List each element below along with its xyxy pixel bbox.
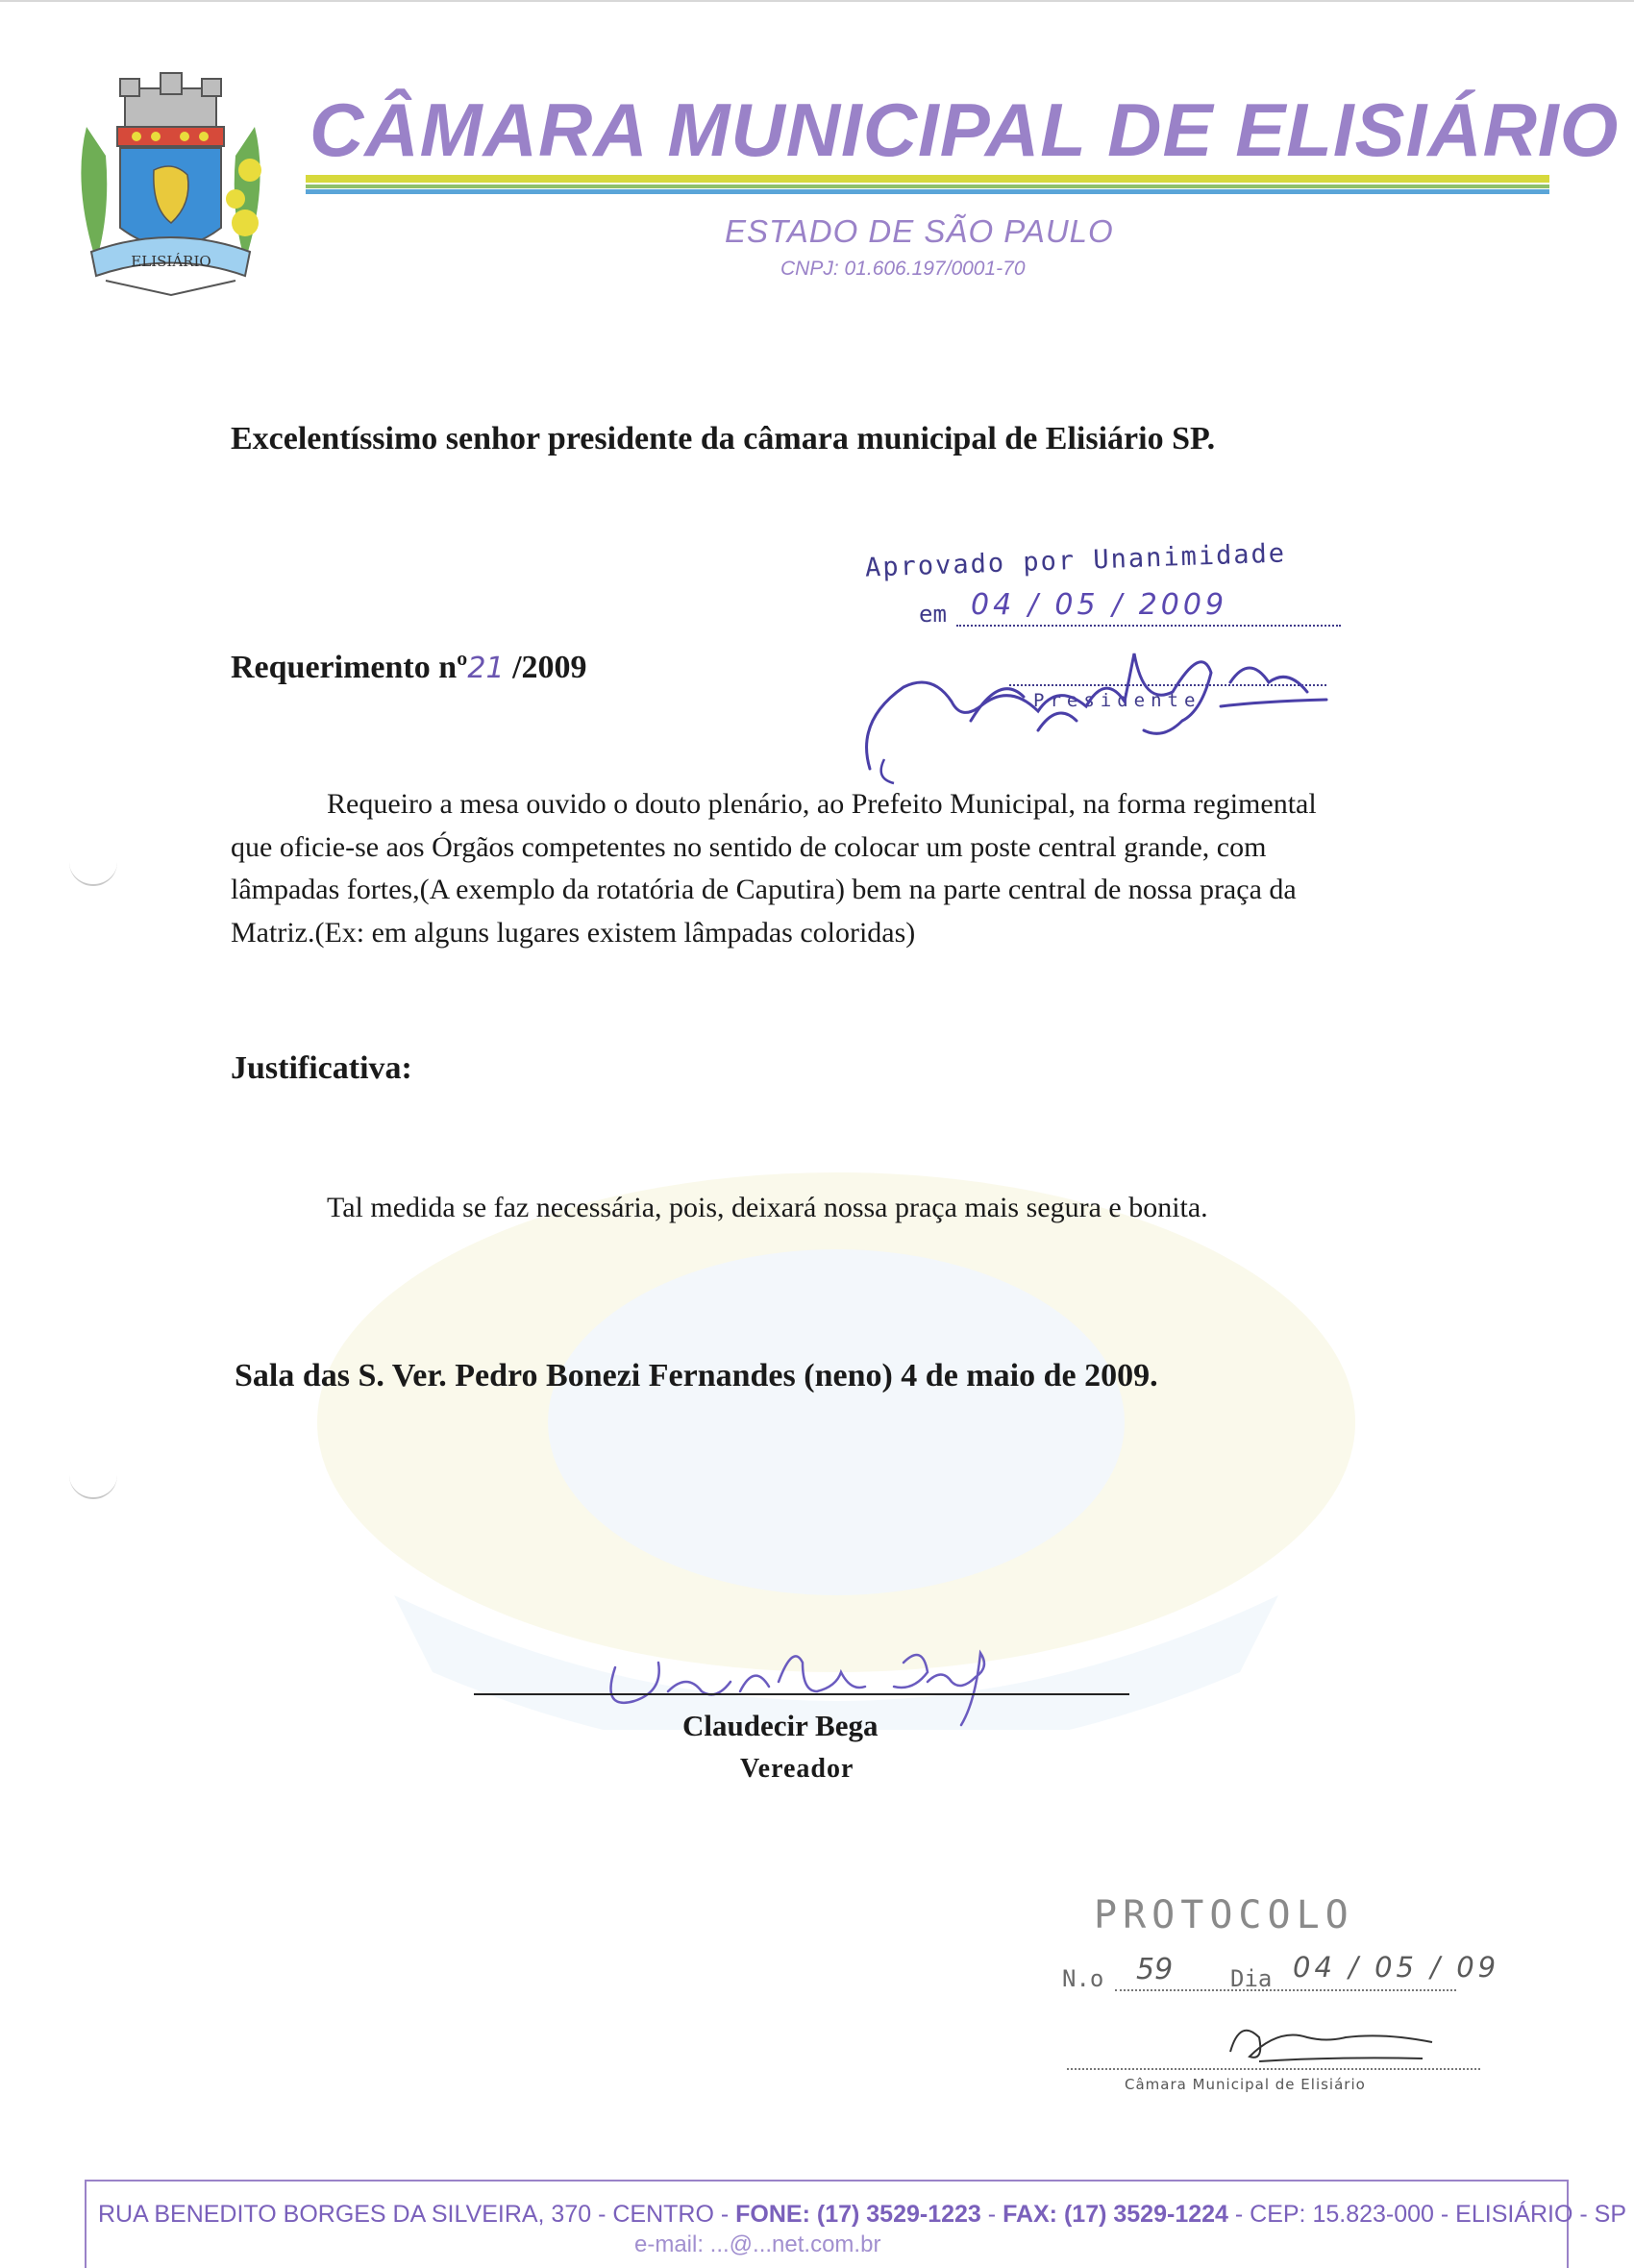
- president-signature: [817, 615, 1336, 788]
- signer-role: Vereador: [740, 1754, 854, 1784]
- protocol-signature-line: [1067, 2068, 1480, 2070]
- salutation: Excelentíssimo senhor presidente da câmara municipal de Elisiário SP.: [231, 421, 1216, 456]
- footer-cep: CEP: 15.823-000 - ELISIÁRIO - SP: [1250, 2201, 1627, 2228]
- header-stripe-yellow: [306, 175, 1549, 183]
- signer-name: Claudecir Bega: [682, 1709, 879, 1742]
- footer-contact: RUA BENEDITO BORGES DA SILVEIRA, 370 - CENTRO - FONE: (17) 3529-1223 - FAX: (17) 3529-1224 - CEP: 15.823-000 - ELISIÁRIO - SP: [98, 2201, 1627, 2228]
- cnpj-number: CNPJ: 01.606.197/0001-70: [780, 258, 1026, 280]
- protocol-organization: Câmara Municipal de Elisiário: [1125, 2076, 1366, 2093]
- protocol-day-label: Dia: [1230, 1965, 1273, 1992]
- request-year: /2009: [512, 650, 587, 685]
- request-number-line: [231, 650, 587, 686]
- approval-stamp-text: Aprovado por Unanimidade: [864, 538, 1287, 583]
- approval-stamp-role: Presidente: [1033, 690, 1201, 711]
- justification-body: Tal medida se faz necessária, pois, deixará nossa praça mais segura e bonita.: [327, 1192, 1208, 1223]
- protocol-number-handwritten: 59: [1136, 1953, 1174, 1986]
- footer-fax: (17) 3529-1224: [1063, 2201, 1228, 2228]
- page-top-edge: [0, 0, 1634, 2]
- footer-address: RUA BENEDITO BORGES DA SILVEIRA, 370 - CENTRO -: [98, 2201, 736, 2228]
- signature-line: [474, 1693, 1129, 1695]
- punch-hole-mark: [69, 857, 117, 886]
- protocol-date-line: [1115, 1989, 1456, 1991]
- closing-line: Sala das S. Ver. Pedro Bonezi Fernandes (neno) 4 de maio de 2009.: [235, 1358, 1158, 1393]
- request-number-handwritten: 21: [467, 652, 505, 685]
- header-stripe-green: [306, 185, 1549, 188]
- approval-date-handwritten: 04 / 05 / 2009: [971, 588, 1228, 622]
- institution-title: CÂMARA MUNICIPAL DE ELISIÁRIO: [309, 87, 1620, 172]
- header-stripe-blue: [306, 189, 1549, 194]
- svg-text:ELISIÁRIO: ELISIÁRIO: [131, 253, 211, 270]
- footer-email: e-mail: ...@...net.com.br: [634, 2231, 881, 2257]
- state-subtitle: ESTADO DE SÃO PAULO: [725, 213, 1114, 249]
- protocol-signature: [1221, 2009, 1442, 2076]
- footer-phone-label: FONE:: [735, 2201, 810, 2228]
- protocol-number-label: N.o: [1062, 1965, 1104, 1992]
- footer-fax-label: FAX:: [1003, 2201, 1058, 2228]
- footer-phone: (17) 3529-1223: [816, 2201, 981, 2228]
- protocol-stamp-title: PROTOCOLO: [1094, 1893, 1354, 1937]
- municipal-crest-logo: [67, 69, 274, 300]
- justification-heading: Justificativa:: [231, 1050, 412, 1086]
- request-label: Requerimento nº: [231, 650, 468, 685]
- protocol-date-handwritten: 04 / 05 / 09: [1293, 1951, 1500, 1984]
- approval-stamp-em: em: [919, 601, 947, 628]
- request-body-paragraph: Requeiro a mesa ouvido o douto plenário, ao Prefeito Municipal, na forma regimental que oficie-se aos Órgãos competentes no sentido de colocar um poste central grande, com lâmpadas fortes,(A exemplo da rotatória de Caputira) bem na parte central de nossa praça da Matriz.(Ex: em alguns lugares existem lâmpadas coloridas): [231, 788, 1317, 949]
- punch-hole-mark: [69, 1470, 117, 1499]
